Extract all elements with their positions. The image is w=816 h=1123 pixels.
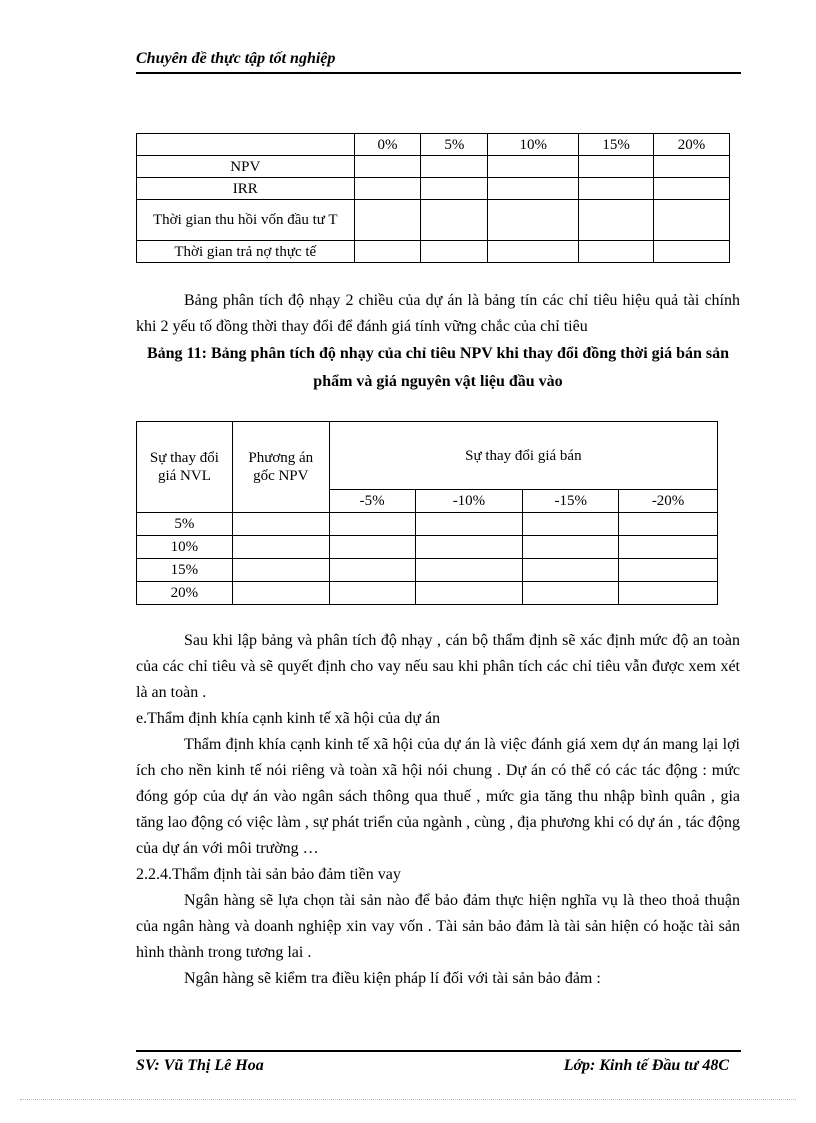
sensitivity-table-1 bbox=[136, 133, 730, 263]
table-cell bbox=[523, 559, 619, 582]
table-cell bbox=[421, 178, 488, 200]
table-header-cell: 20% bbox=[654, 134, 730, 156]
footer-class: Lớp: Kinh tế Đầu tư 48C bbox=[563, 1057, 729, 1074]
table-cell bbox=[232, 513, 329, 536]
table-row bbox=[137, 200, 730, 241]
table-cell bbox=[415, 536, 523, 559]
table-row bbox=[137, 156, 730, 178]
table-cell bbox=[579, 156, 654, 178]
row-label: 15% bbox=[137, 559, 233, 582]
page-edge-divider bbox=[20, 1099, 796, 1100]
table-cell bbox=[421, 241, 488, 263]
table-cell bbox=[329, 559, 415, 582]
table-row bbox=[137, 536, 718, 559]
row-label: 20% bbox=[137, 582, 233, 605]
subheader-cell: -5% bbox=[329, 490, 415, 513]
table-cell bbox=[354, 241, 421, 263]
section-heading-e: e.Thẩm định khía cạnh kinh tế xã hội của dự án bbox=[136, 710, 441, 727]
header-title: Chuyên đề thực tập tốt nghiệp bbox=[136, 50, 336, 67]
table-cell bbox=[488, 156, 579, 178]
table-header-cell: 5% bbox=[421, 134, 488, 156]
table-header-row bbox=[137, 134, 730, 156]
paragraph-3: Thẩm định khía cạnh kinh tế xã hội của dự án là việc đánh giá xem dự án mang lại lợi ích cho nền kinh tế nói riêng và toàn xã hội nói chung . Dự án có thể có các tác động : mức đóng góp của dự án vào ngân sách thông qua thuế , mức gia tăng thu nhập bình quân , gia tăng lao động có việc làm , sự phát triển của ngành , cùng , địa phương khi có dự án , tác động của dự án với môi trường … bbox=[136, 736, 740, 857]
table-cell bbox=[232, 536, 329, 559]
row-label: Thời gian trả nợ thực tế bbox=[137, 241, 355, 263]
table-cell bbox=[654, 156, 730, 178]
paragraph-2: Sau khi lập bảng và phân tích độ nhạy , cán bộ thẩm định sẽ xác định mức độ an toàn của các chỉ tiêu và sẽ quyết định cho vay nếu sau khi phân tích các chỉ tiêu vẫn được xem xét là an toàn . bbox=[136, 632, 740, 701]
table-row bbox=[137, 559, 718, 582]
table-cell bbox=[354, 178, 421, 200]
subheader-cell: -10% bbox=[415, 490, 523, 513]
table-row bbox=[137, 582, 718, 605]
table-cell bbox=[329, 582, 415, 605]
table-cell bbox=[232, 559, 329, 582]
table-header-cell: 0% bbox=[354, 134, 421, 156]
table-cell bbox=[619, 536, 718, 559]
table-cell bbox=[329, 536, 415, 559]
table-header-row bbox=[137, 422, 718, 490]
table-cell bbox=[654, 178, 730, 200]
sensitivity-table-2 bbox=[136, 421, 718, 605]
section-heading-2-2-4: 2.2.4.Thẩm định tài sản bảo đảm tiền vay bbox=[136, 866, 401, 883]
table-cell bbox=[488, 241, 579, 263]
table-cell bbox=[415, 582, 523, 605]
table-cell bbox=[654, 200, 730, 241]
table-cell bbox=[354, 200, 421, 241]
paragraph-4: Ngân hàng sẽ lựa chọn tài sản nào để bảo đảm thực hiện nghĩa vụ là theo thoả thuận của ngân hàng và doanh nghiệp xin vay vốn . Tài sản bảo đảm là tài sản hiện có hoặc tài sản hình thành trong tương lai . bbox=[136, 892, 740, 961]
footer-student: SV: Vũ Thị Lê Hoa bbox=[136, 1057, 264, 1074]
row-label: 5% bbox=[137, 513, 233, 536]
page-header bbox=[136, 48, 741, 74]
table-cell bbox=[329, 513, 415, 536]
table-cell bbox=[523, 582, 619, 605]
table-cell bbox=[421, 200, 488, 241]
paragraph-5: Ngân hàng sẽ kiểm tra điều kiện pháp lí đối với tài sản bảo đảm : bbox=[184, 970, 601, 987]
table-row bbox=[137, 178, 730, 200]
table-header-cell: 15% bbox=[579, 134, 654, 156]
table-header-cell: 10% bbox=[488, 134, 579, 156]
table-cell bbox=[579, 200, 654, 241]
table-cell bbox=[654, 241, 730, 263]
table-cell bbox=[421, 156, 488, 178]
row-label: IRR bbox=[137, 178, 355, 200]
header-nvl-change: Sự thay đổi giá NVL bbox=[137, 422, 233, 513]
table-cell bbox=[579, 178, 654, 200]
table-cell bbox=[415, 513, 523, 536]
table-caption: Bảng 11: Bảng phân tích độ nhạy của chỉ tiêu NPV khi thay đổi đồng thời giá bán sản phẩm và giá nguyên vật liệu đầu vào bbox=[146, 345, 730, 390]
table-cell bbox=[232, 582, 329, 605]
table-cell bbox=[488, 178, 579, 200]
subheader-cell: -20% bbox=[619, 490, 718, 513]
table-cell bbox=[488, 200, 579, 241]
table-row bbox=[137, 513, 718, 536]
table-row bbox=[137, 241, 730, 263]
table-cell bbox=[523, 536, 619, 559]
table-cell bbox=[354, 156, 421, 178]
table-cell bbox=[579, 241, 654, 263]
row-label: Thời gian thu hồi vốn đầu tư T bbox=[137, 200, 355, 241]
page-footer bbox=[136, 1050, 741, 1078]
table-cell bbox=[619, 513, 718, 536]
row-label: NPV bbox=[137, 156, 355, 178]
header-price-change: Sự thay đổi giá bán bbox=[329, 422, 717, 490]
table-cell bbox=[523, 513, 619, 536]
table-cell bbox=[415, 559, 523, 582]
subheader-cell: -15% bbox=[523, 490, 619, 513]
row-label: 10% bbox=[137, 536, 233, 559]
paragraph-1: Bảng phân tích độ nhạy 2 chiều của dự án là bảng tín các chỉ tiêu hiệu quả tài chính khi 2 yếu tố đồng thời thay đổi để đánh giá tính vững chắc của chỉ tiêu bbox=[136, 292, 740, 335]
table-cell bbox=[619, 582, 718, 605]
table-cell bbox=[619, 559, 718, 582]
table-cell bbox=[137, 134, 355, 156]
header-base-npv: Phương án gốc NPV bbox=[232, 422, 329, 513]
